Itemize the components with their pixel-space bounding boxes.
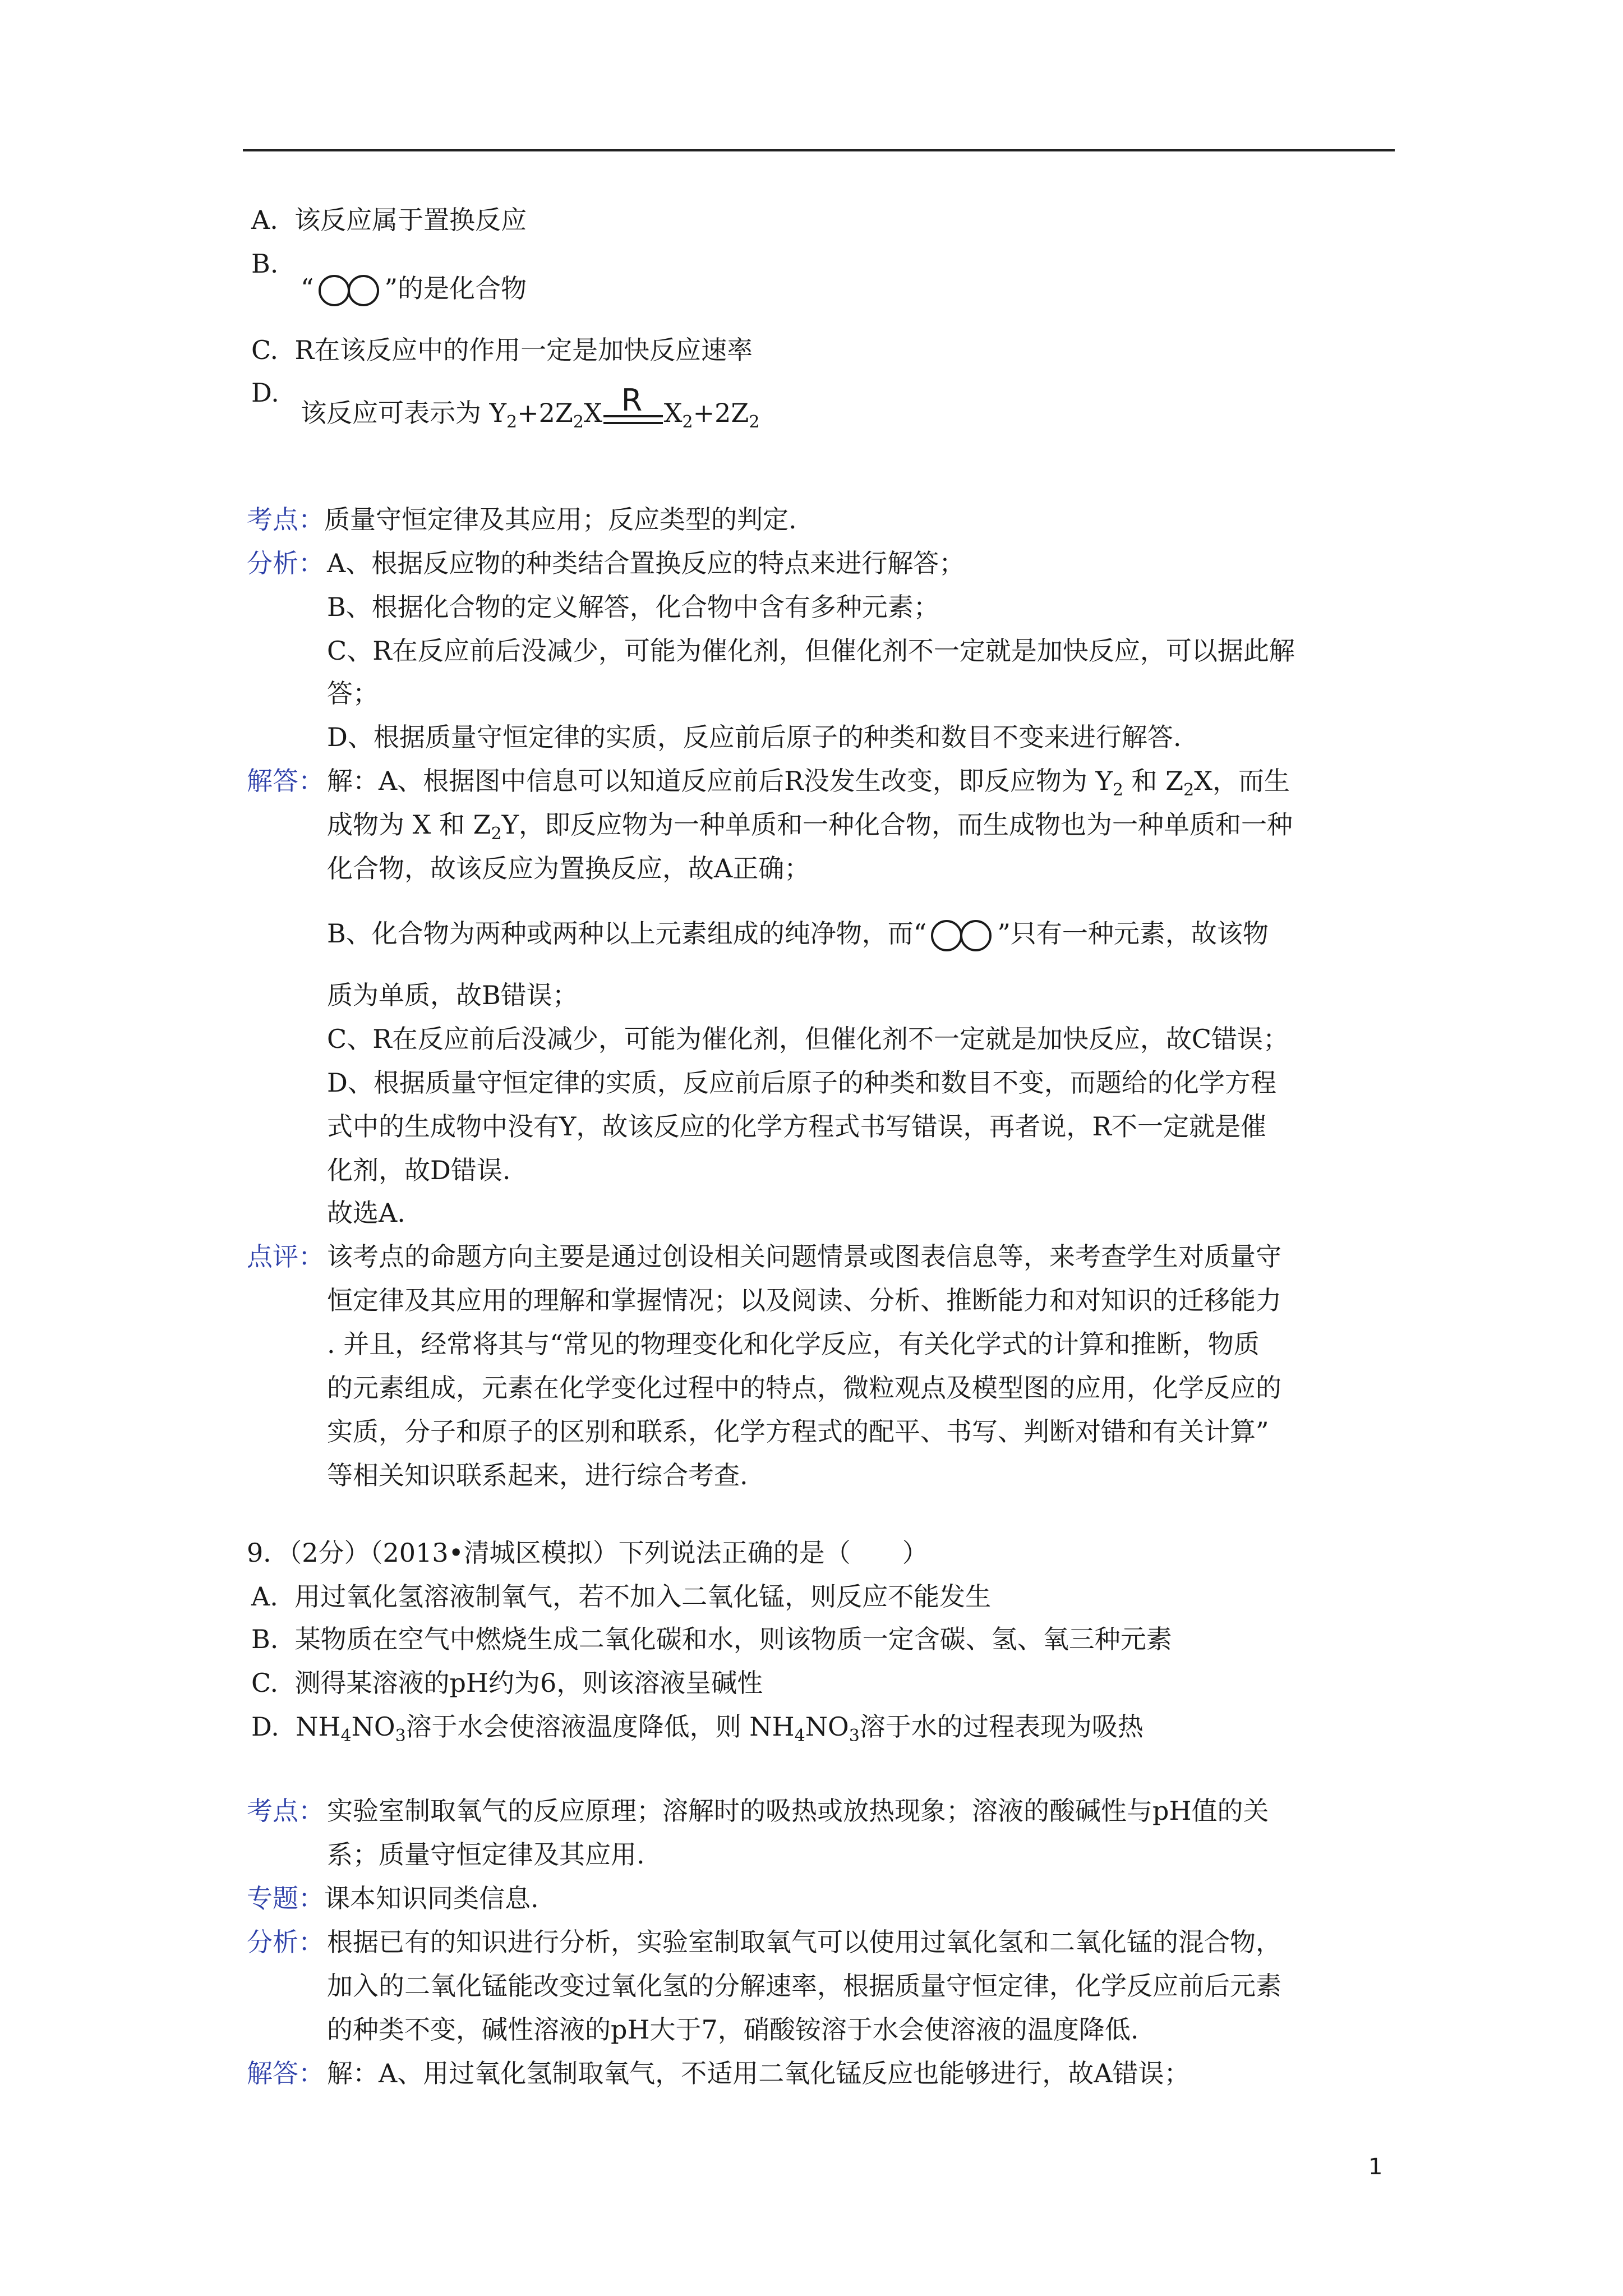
page-number: 1 [1368, 2154, 1383, 2180]
double-circle-molecule-icon [316, 274, 382, 307]
jieda-line-3: 化合物，故该反应为置换反应，故A正确； [327, 853, 810, 884]
fenxi-c1: C、R在反应前后没减少，可能为催化剂，但催化剂不一定就是加快反应，可以据此解 [327, 636, 1295, 666]
q9-option-d: D. $NH_4NO_3$溶于水会使溶液温度降低，则 $NH_4NO_3$溶于水的过程表现为吸热 [251, 1711, 1144, 1746]
jieda-line-2: 成物为 X 和 $Z_2Y$，即反应物为一种单质和一种化合物，而生成物也为一种单质和一种 [327, 809, 1293, 844]
fenxi-a: A、根据反应物的种类结合置换反应的特点来进行解答； [327, 548, 965, 578]
kaodian: 考点：质量守恒定律及其应用；反应类型的判定. [247, 504, 797, 535]
double-circle-molecule-icon [929, 919, 995, 953]
header-rule [243, 149, 1395, 151]
q9-option-b: B. 某物质在空气中燃烧生成二氧化碳和水，则该物质一定含碳、氢、氧三种元素 [251, 1624, 1172, 1654]
fenxi-label: 分析： [247, 548, 324, 578]
jieda-line-5: 质为单质，故B错误； [327, 980, 578, 1010]
dianping-label: 点评： [247, 1241, 324, 1272]
dianping-line-1: 该考点的命题方向主要是通过创设相关问题情景或图表信息等，来考查学生对质量守 [327, 1241, 1281, 1272]
fenxi-b: B、根据化合物的定义解答，化合物中含有多种元素； [327, 592, 939, 622]
dianping-line-4: 的元素组成，元素在化学变化过程中的特点，微粒观点及模型图的应用，化学反应的 [327, 1373, 1281, 1403]
jieda-line-8: 式中的生成物中没有Y，故该反应的化学方程式书写错误，再者说，R不一定就是催 [327, 1111, 1267, 1142]
fenxi-c2: 答； [327, 678, 379, 708]
q9-kaodian-1: 实验室制取氧气的反应原理；溶解时的吸热或放热现象；溶液的酸碱性与pH值的关 [327, 1796, 1269, 1826]
reaction-equals-sign: R [602, 398, 664, 432]
q9-option-a: A. 用过氧化氢溶液制氧气，若不加入二氧化锰，则反应不能发生 [251, 1581, 992, 1612]
option-a: A. 该反应属于置换反应 [251, 205, 527, 235]
question-9-stem: 9．（2分）（2013•清城区模拟）下列说法正确的是（ ） [247, 1538, 928, 1568]
q9-fenxi-2: 加入的二氧化锰能改变过氧化氢的分解速率，根据质量守恒定律，化学反应前后元素 [327, 1971, 1281, 2001]
q9-fenxi-label: 分析： [247, 1927, 324, 1957]
option-c: C. R在该反应中的作用一定是加快反应速率 [251, 335, 753, 365]
option-d: 该反应可表示为 $Y_2+2Z_2X$ R $X_2+2Z_2$ [301, 383, 760, 432]
dianping-line-6: 等相关知识联系起来，进行综合考查. [327, 1460, 748, 1490]
jieda-line-9: 化剂，故D错误. [327, 1155, 511, 1185]
dianping-line-2: 恒定律及其应用的理解和掌握情况；以及阅读、分析、推断能力和对知识的迁移能力 [327, 1285, 1281, 1315]
q9-kaodian-label: 考点： [247, 1796, 324, 1826]
jieda-line-1: 解：A、根据图中信息可以知道反应前后R没发生改变，即反应物为 $Y_2$ 和 $Z_2X$，而生 [327, 766, 1290, 800]
jieda-line-7: D、根据质量守恒定律的实质，反应前后原子的种类和数目不变，而题给的化学方程 [327, 1068, 1276, 1098]
option-b: “ ”的是化合物 [301, 272, 527, 307]
dianping-line-3: . 并且，经常将其与“常见的物理变化和化学反应，有关化学式的计算和推断，物质 [327, 1329, 1260, 1359]
q9-fenxi-3: 的种类不变，碱性溶液的pH大于7，硝酸铵溶于水会使溶液的温度降低. [327, 2014, 1139, 2045]
jieda-label: 解答： [247, 766, 324, 796]
q9-zhuanti: 专题：课本知识同类信息. [247, 1883, 539, 1913]
option-d-label: D. [251, 378, 279, 408]
q9-fenxi-1: 根据已有的知识进行分析，实验室制取氧气可以使用过氧化氢和二氧化锰的混合物， [327, 1927, 1281, 1957]
option-b-label: B. [251, 249, 279, 279]
jieda-line-10: 故选A. [327, 1198, 405, 1228]
q9-jieda-1: 解：A、用过氧化氢制取氧气，不适用二氧化锰反应也能够进行，故A错误； [327, 2058, 1190, 2088]
dianping-line-5: 实质，分子和原子的区别和联系，化学方程式的配平、书写、判断对错和有关计算” [327, 1416, 1269, 1447]
jieda-line-6: C、R在反应前后没减少，可能为催化剂，但催化剂不一定就是加快反应，故C错误； [327, 1024, 1289, 1054]
q9-jieda-label: 解答： [247, 2058, 324, 2088]
jieda-line-4: B、化合物为两种或两种以上元素组成的纯净物，而“ ”只有一种元素，故该物 [327, 917, 1269, 953]
fenxi-d: D、根据质量守恒定律的实质，反应前后原子的种类和数目不变来进行解答. [327, 722, 1182, 752]
q9-option-c: C. 测得某溶液的pH约为6，则该溶液呈碱性 [251, 1668, 763, 1698]
q9-kaodian-2: 系；质量守恒定律及其应用. [327, 1839, 645, 1870]
